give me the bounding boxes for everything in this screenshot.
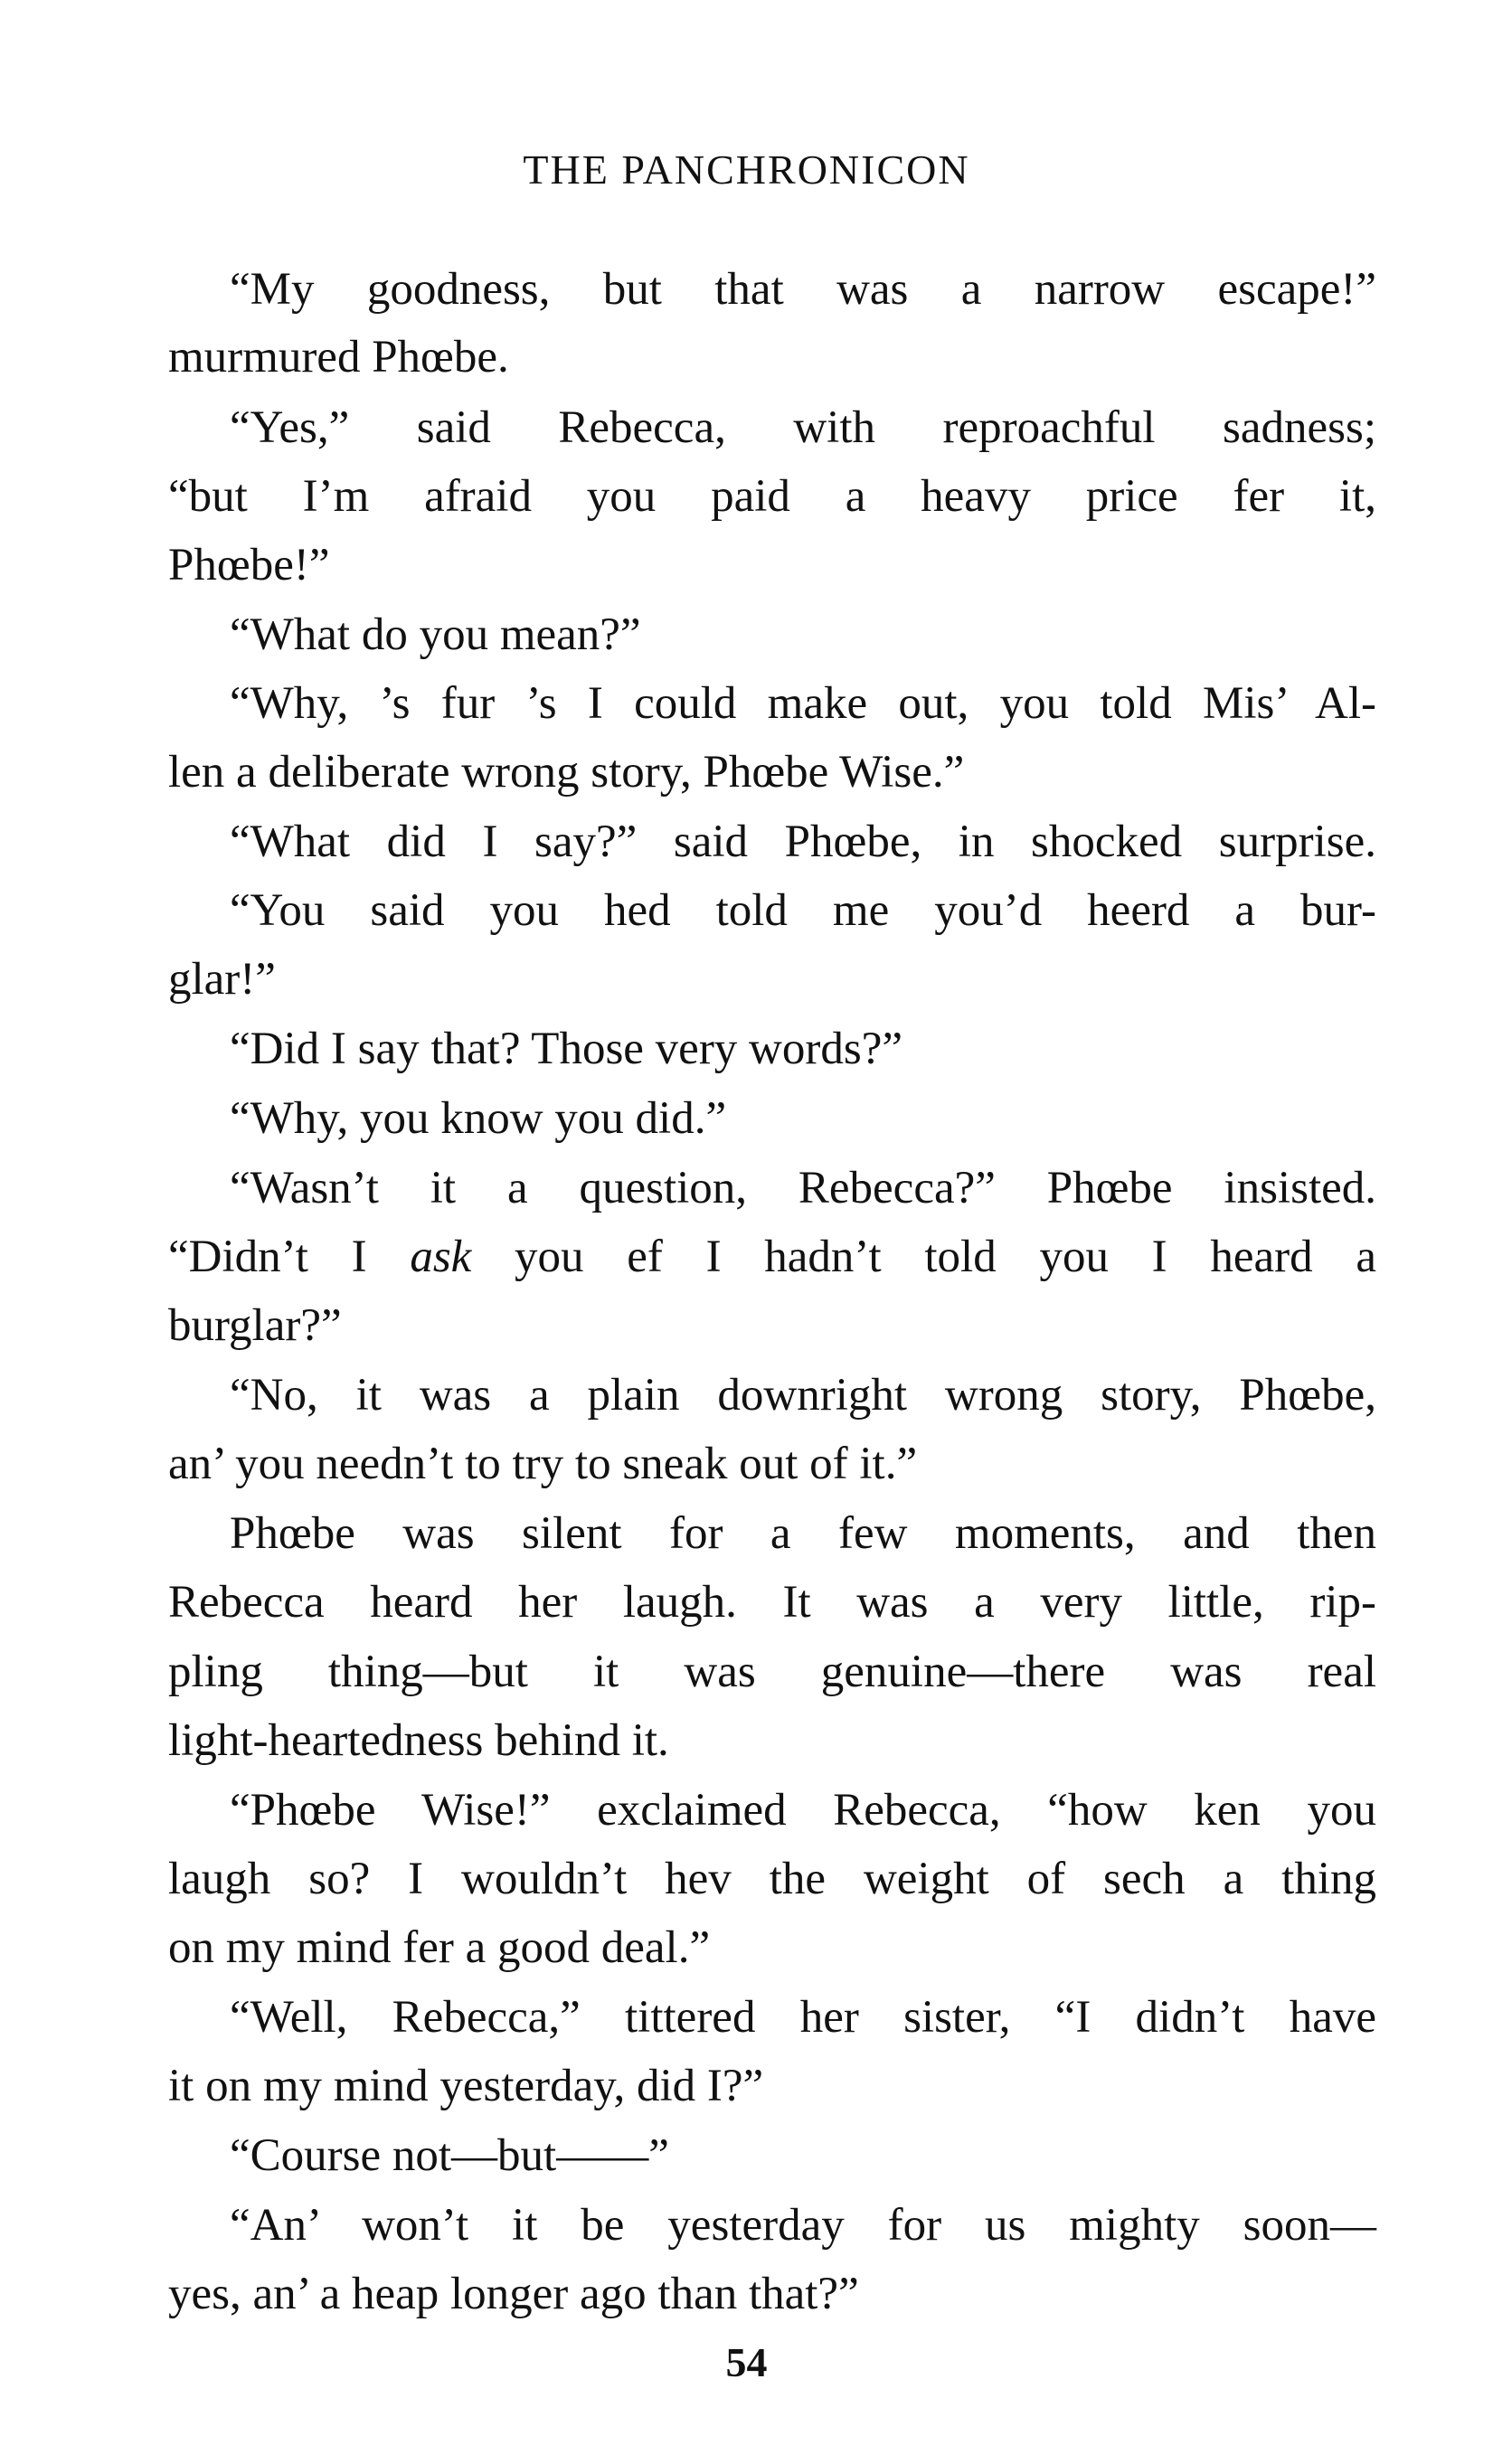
text-line: “Why, ’s fur ’s I could make out, you told Mis’ Al- xyxy=(230,678,1376,729)
text-segment: you ef I hadn’t told you I heard a xyxy=(471,1232,1377,1282)
text-line: “Course not—but——” xyxy=(230,2130,669,2181)
text-line: “Did I say that? Those very words?” xyxy=(230,1024,902,1074)
running-head: THE PANCHRONICON xyxy=(523,146,970,193)
text-line: “but I’m afraid you paid a heavy price fer it, xyxy=(168,471,1376,522)
text-line: Rebecca heard her laugh. It was a very little, rip- xyxy=(168,1577,1376,1628)
text-line: an’ you needn’t to try to sneak out of it.” xyxy=(168,1439,918,1489)
text-segment: “Didn’t I xyxy=(168,1232,411,1282)
text-line: “Yes,” said Rebecca, with reproachful sadness; xyxy=(230,402,1376,453)
text-line: Phœbe!” xyxy=(168,540,330,590)
page-number: 54 xyxy=(725,2339,768,2385)
text-line: “Wasn’t it a question, Rebecca?” Phœbe insisted. xyxy=(230,1163,1376,1213)
text-line: pling thing—but it was genuine—there was real xyxy=(168,1647,1376,1697)
italic-word: ask xyxy=(410,1232,472,1282)
text-line: burglar?” xyxy=(168,1300,342,1351)
text-line: “Well, Rebecca,” tittered her sister, “I didn’t have xyxy=(230,1992,1376,2043)
text-line: “No, it was a plain downright wrong story, Phœbe, xyxy=(230,1370,1376,1421)
text-line: “What do you mean?” xyxy=(230,609,641,660)
text-line: “What did I say?” said Phœbe, in shocked surprise. xyxy=(230,817,1376,867)
text-line: on my mind fer a good deal.” xyxy=(168,1922,711,1973)
text-line: laugh so? I wouldn’t hev the weight of sech a thing xyxy=(168,1854,1376,1904)
text-line: light-heartedness behind it. xyxy=(168,1715,669,1766)
text-line: “Phœbe Wise!” exclaimed Rebecca, “how ken you xyxy=(230,1785,1376,1836)
text-line: murmured Phœbe. xyxy=(168,332,509,382)
text-line: yes, an’ a heap longer ago than that?” xyxy=(168,2269,859,2319)
text-line: glar!” xyxy=(168,954,276,1005)
text-line: “You said you hed told me you’d heerd a bur- xyxy=(230,885,1376,936)
text-line: len a deliberate wrong story, Phœbe Wise.” xyxy=(168,747,965,798)
text-line-with-italic xyxy=(168,1234,1376,1280)
text-line: it on my mind yesterday, did I?” xyxy=(168,2061,764,2111)
text-line: Phœbe was silent for a few moments, and then xyxy=(230,1508,1376,1559)
text-line: “Why, you know you did.” xyxy=(230,1093,727,1144)
text-line: “An’ won’t it be yesterday for us mighty soon— xyxy=(230,2200,1376,2251)
text-line: “My goodness, but that was a narrow escape!” xyxy=(230,264,1376,315)
